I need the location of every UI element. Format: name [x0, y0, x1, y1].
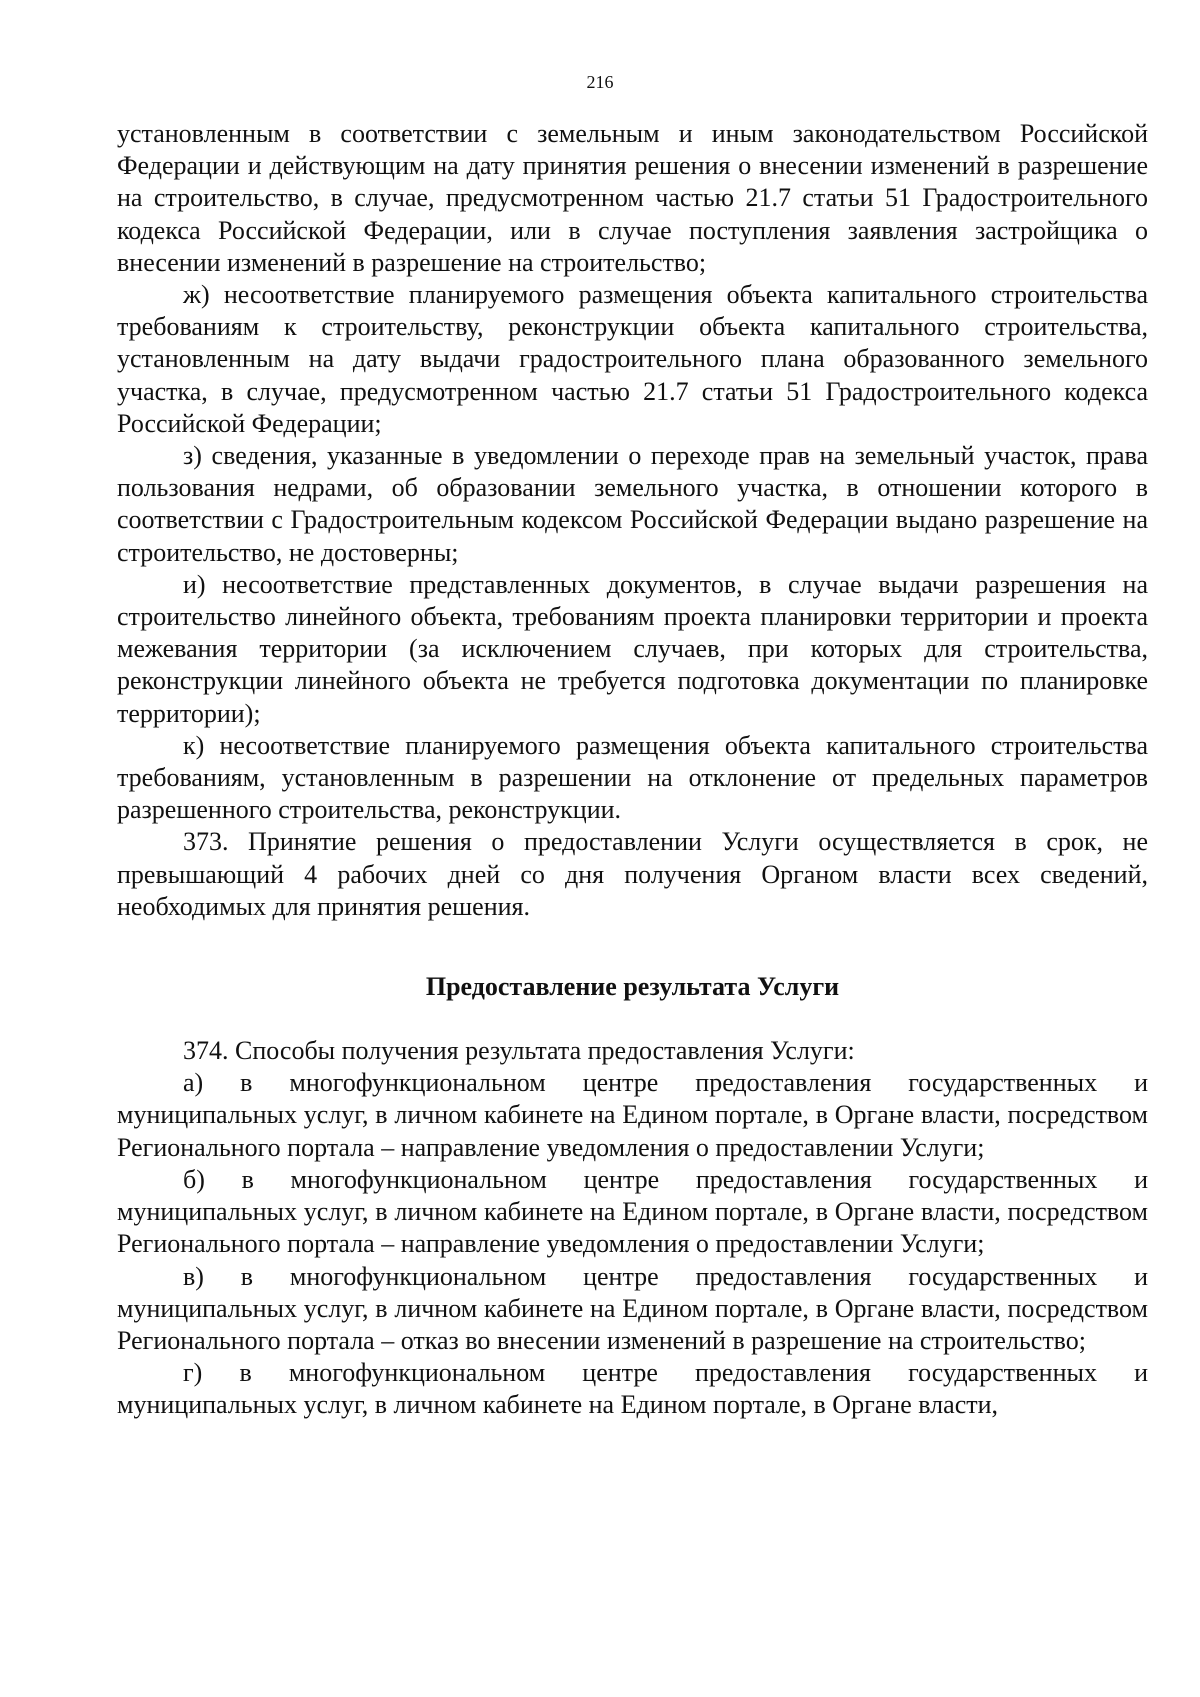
paragraph-item-a: а) в многофункциональном центре предоставления государственных и муниципальных услуг, в личном кабинете на Едином портале, в Органе власти, посредством Регионального портала – направление уведомления о предоставлении Услуги; — [117, 1068, 1148, 1162]
paragraph-item-z: з) сведения, указанные в уведомлении о переходе прав на земельный участок, права пользования недрами, об образовании земельного участка, в отношении которого в соответствии с Градостроительным кодексом Российской Федерации выдано разрешение на строительство, не достоверны; — [117, 441, 1148, 567]
paragraph-item-zh: ж) несоответствие планируемого размещения объекта капитального строительства требованиям к строительству, реконструкции объекта капитального строительства, установленным на дату выдачи градостроительного плана образованного земельного участка, в случае, предусмотренном частью 21.7 статьи 51 Градостроительного кодекса Российской Федерации; — [117, 280, 1148, 438]
paragraph-item-v: в) в многофункциональном центре предоставления государственных и муниципальных услуг, в личном кабинете на Едином портале, в Органе власти, посредством Регионального портала – отказ во внесении изменений в разрешение на строительство; — [117, 1261, 1148, 1355]
paragraph-item-k: к) несоответствие планируемого размещения объекта капитального строительства требованиям, установленным в разрешении на отклонение от предельных параметров разрешенного строительства, реконструкции. — [117, 730, 1148, 825]
document-body — [117, 118, 1148, 1422]
paragraph-continuation: установленным в соответствии с земельным и иным законодательством Российской Федерации и действующим на дату принятия решения о внесении изменений в разрешение на строительство, в случае, предусмотренном частью 21.7 статьи 51 Градостроительного кодекса Российской Федерации, или в случае поступления заявления застройщика о внесении изменений в разрешение на строительство; — [117, 119, 1148, 277]
section-heading: Предоставление результата Услуги — [425, 972, 840, 1002]
paragraph-item-i: и) несоответствие представленных документов, в случае выдачи разрешения на строительство линейного объекта, требованиям проекта планировки территории и проекта межевания территории (за исключением случаев, при которых для строительства, реконструкции линейного объекта не требуется подготовка документации по планировке территории); — [117, 569, 1148, 728]
paragraph-item-g: г) в многофункциональном центре предоставления государственных и муниципальных услуг, в личном кабинете на Едином портале, в Органе власти, — [117, 1358, 1148, 1420]
paragraph-374: 374. Способы получения результата предоставления Услуги: — [183, 1036, 855, 1066]
page-number: 216 — [586, 72, 614, 92]
paragraph-373: 373. Принятие решения о предоставлении Услуги осуществляется в срок, не превышающий 4 рабочих дней со дня получения Органом власти всех сведений, необходимых для принятия решения. — [117, 827, 1148, 921]
paragraph-item-b: б) в многофункциональном центре предоставления государственных и муниципальных услуг, в личном кабинете на Едином портале, в Органе власти, посредством Регионального портала – направление уведомления о предоставлении Услуги; — [117, 1164, 1148, 1259]
